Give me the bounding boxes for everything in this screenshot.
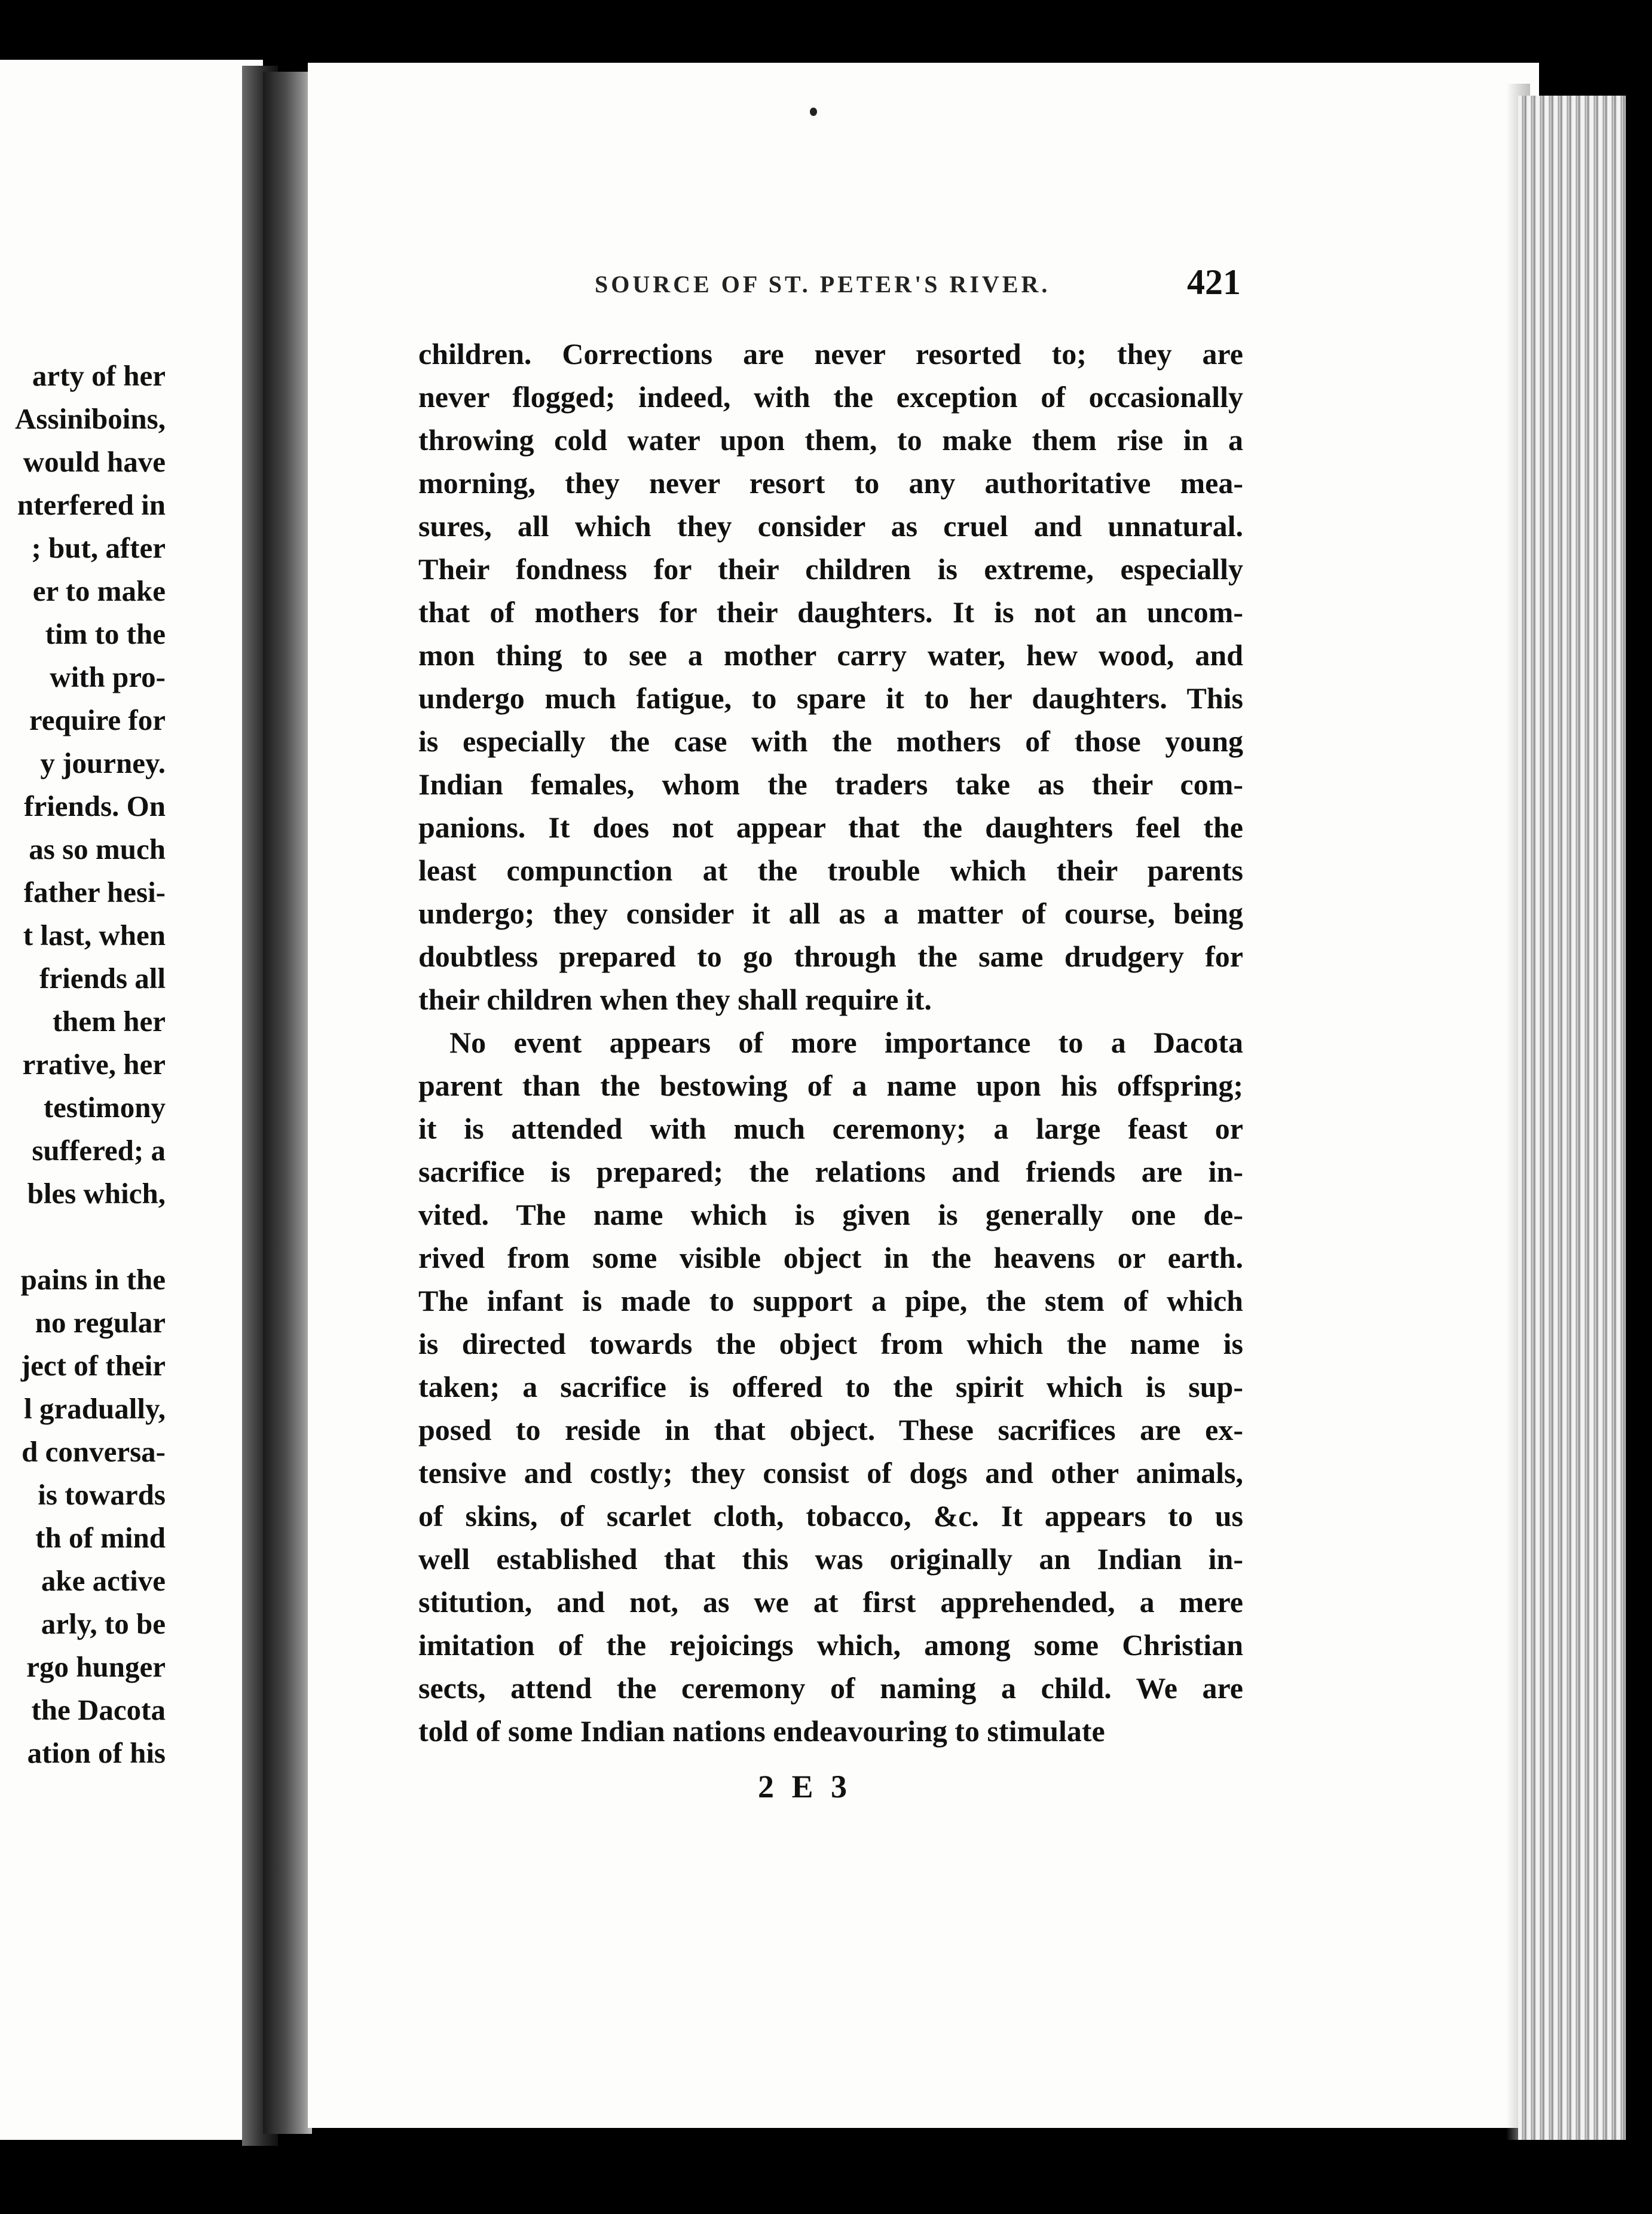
text-line: tensive and costly; they consist of dogs and other animals, <box>418 1456 1243 1490</box>
left-page-line: friends all <box>39 962 166 995</box>
text-line: sects, attend the ceremony of naming a child. We are <box>418 1671 1243 1705</box>
page-number: 421 <box>1187 262 1241 302</box>
text-line: vited. The name which is given is generally one de- <box>418 1198 1243 1231</box>
left-page-line: suffered; a <box>32 1134 166 1167</box>
text-line: imitation of the rejoicings which, among some Christian <box>418 1628 1243 1662</box>
left-page-line: rrative, her <box>22 1048 166 1081</box>
text-line: least compunction at the trouble which their parents <box>418 854 1243 887</box>
binding-gutter <box>263 72 312 2134</box>
left-page-line: father hesi- <box>23 876 166 909</box>
text-line: sacrifice is prepared; the relations and friends are in- <box>418 1155 1243 1188</box>
text-line: The infant is made to support a pipe, the stem of which <box>418 1284 1243 1317</box>
left-page-line: y journey. <box>40 747 166 779</box>
left-page-line: th of mind <box>35 1521 166 1554</box>
text-line: well established that this was originally an Indian in- <box>418 1542 1243 1576</box>
text-line: No event appears of more importance to a Dacota <box>449 1026 1243 1059</box>
left-page-line: friends. On <box>24 790 166 822</box>
text-line: it is attended with much ceremony; a large feast or <box>418 1112 1243 1145</box>
left-page-line: l gradually, <box>24 1392 166 1425</box>
left-page-line: Assiniboins, <box>15 402 166 435</box>
text-line: children. Corrections are never resorted to; they are <box>418 337 1243 371</box>
left-page-line: arly, to be <box>41 1607 166 1640</box>
left-page-line: the Dacota <box>31 1693 166 1726</box>
left-page-line: d conversa- <box>22 1435 166 1468</box>
left-page-line: rgo hunger <box>26 1650 166 1683</box>
running-head: SOURCE OF ST. PETER'S RIVER. <box>595 271 1051 298</box>
left-page-line: as so much <box>29 833 166 866</box>
text-line: rived from some visible object in the heavens or earth. <box>418 1241 1243 1274</box>
left-page-line: ; but, after <box>31 531 166 564</box>
left-page-line: no regular <box>35 1306 166 1339</box>
text-line: Their fondness for their children is extreme, especially <box>418 552 1243 586</box>
ink-speck <box>810 108 817 116</box>
page-block-edges <box>1518 96 1626 2140</box>
left-page-line: pains in the <box>20 1263 166 1296</box>
text-line: stitution, and not, as we at first apprehended, a mere <box>418 1585 1243 1619</box>
left-page-line: ation of his <box>27 1736 166 1769</box>
text-line: taken; a sacrifice is offered to the spirit which is sup- <box>418 1370 1243 1403</box>
text-line: mon thing to see a mother carry water, hew wood, and <box>418 638 1243 672</box>
text-line: told of some Indian nations endeavouring to stimulate <box>418 1714 1105 1748</box>
left-page-line: ake active <box>41 1564 166 1597</box>
left-page-line: with pro- <box>50 660 166 693</box>
text-line: never flogged; indeed, with the exception of occasionally <box>418 380 1243 414</box>
left-page-line: testimony <box>43 1091 166 1124</box>
left-page-line: bles which, <box>27 1177 166 1210</box>
left-page-line <box>0 1215 166 1258</box>
text-line: undergo; they consider it all as a matter of course, being <box>418 897 1243 930</box>
text-line: parent than the bestowing of a name upon his offspring; <box>418 1069 1243 1102</box>
text-line: throwing cold water upon them, to make them rise in a <box>418 423 1243 457</box>
text-line: is directed towards the object from which the name is <box>418 1327 1243 1360</box>
left-page-line: er to make <box>32 574 166 607</box>
left-page-line: require for <box>29 704 166 736</box>
left-page-line: nterfered in <box>17 488 166 521</box>
body-text <box>418 332 1243 1753</box>
left-page-line: arty of her <box>32 359 166 392</box>
signature-mark: 2 E 3 <box>758 1769 852 1805</box>
left-page-line: tim to the <box>45 617 166 650</box>
text-line: their children when they shall require it. <box>418 983 932 1016</box>
text-line: panions. It does not appear that the daughters feel the <box>418 811 1243 844</box>
text-line: that of mothers for their daughters. It is not an uncom- <box>418 595 1243 629</box>
text-line: posed to reside in that object. These sacrifices are ex- <box>418 1413 1243 1447</box>
left-page-line: is towards <box>38 1478 166 1511</box>
text-line: undergo much fatigue, to spare it to her daughters. This <box>418 681 1243 715</box>
text-line: is especially the case with the mothers of those young <box>418 724 1243 758</box>
left-page-text <box>0 354 166 1775</box>
text-line: morning, they never resort to any authoritative mea- <box>418 466 1243 500</box>
left-page-line: t last, when <box>23 919 166 952</box>
text-line: doubtless prepared to go through the same drudgery for <box>418 940 1243 973</box>
left-page-line: would have <box>23 445 166 478</box>
text-line: Indian females, whom the traders take as their com- <box>418 767 1243 801</box>
left-page-line: ject of their <box>20 1349 166 1382</box>
left-facing-page <box>0 60 263 2140</box>
text-line: of skins, of scarlet cloth, tobacco, &c. It appears to us <box>418 1499 1243 1533</box>
text-line: sures, all which they consider as cruel and unnatural. <box>418 509 1243 543</box>
left-page-line: them her <box>52 1005 166 1038</box>
